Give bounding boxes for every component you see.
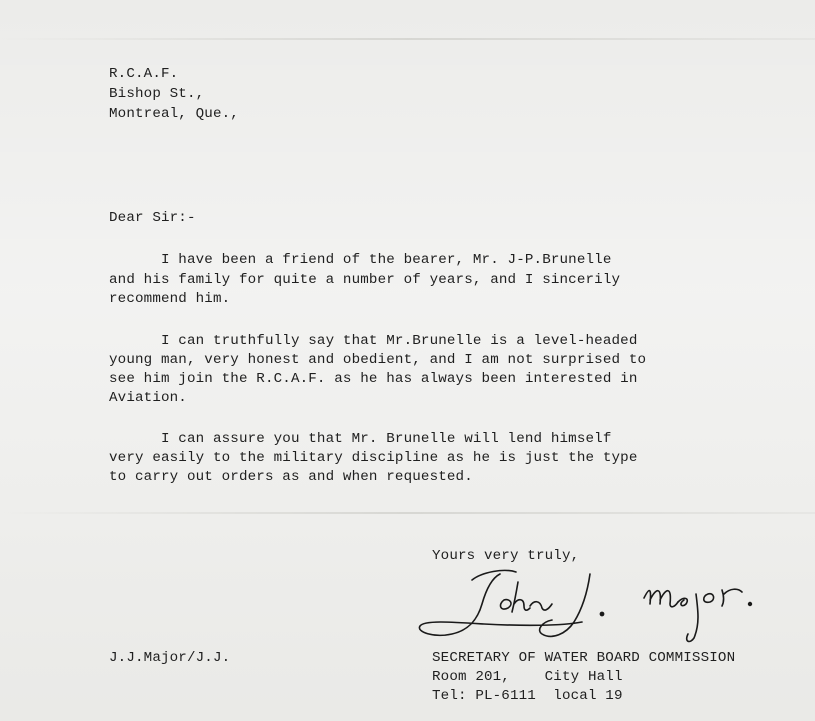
- paragraph-3-line-2: very easily to the military discipline as he is just the type: [109, 450, 638, 466]
- paragraph-3-line-3: to carry out orders as and when requested.: [109, 469, 473, 485]
- paragraph-2-line-1: I can truthfully say that Mr.Brunelle is a level-headed: [109, 333, 638, 349]
- paragraph-1-line-2: and his family for quite a number of years, and I sincerily: [109, 272, 621, 288]
- signatory-room: Room 201, City Hall: [432, 669, 623, 685]
- paper-fold-line: [0, 38, 815, 40]
- paragraph-2-line-2: young man, very honest and obedient, and I am not surprised to: [109, 352, 647, 368]
- paragraph-2-line-3: see him join the R.C.A.F. as he has always been interested in: [109, 371, 638, 387]
- salutation: Dear Sir:-: [109, 210, 196, 226]
- paragraph-2-line-4: Aviation.: [109, 390, 187, 406]
- signatory-telephone: Tel: PL-6111 local 19: [432, 688, 623, 704]
- typist-initials: J.J.Major/J.J.: [109, 650, 231, 666]
- address-line-2: Bishop St.,: [109, 86, 205, 102]
- address-line-1: R.C.A.F.: [109, 66, 179, 82]
- paragraph-3-line-1: I can assure you that Mr. Brunelle will lend himself: [109, 431, 612, 447]
- paragraph-1-line-3: recommend him.: [109, 291, 231, 307]
- signatory-title: SECRETARY OF WATER BOARD COMMISSION: [432, 650, 736, 666]
- paper-fold-line: [0, 512, 815, 514]
- address-line-3: Montreal, Que.,: [109, 106, 239, 122]
- closing: Yours very truly,: [432, 548, 580, 564]
- paragraph-1-line-1: I have been a friend of the bearer, Mr. J-P.Brunelle: [109, 252, 612, 268]
- handwritten-signature-icon: [412, 560, 782, 650]
